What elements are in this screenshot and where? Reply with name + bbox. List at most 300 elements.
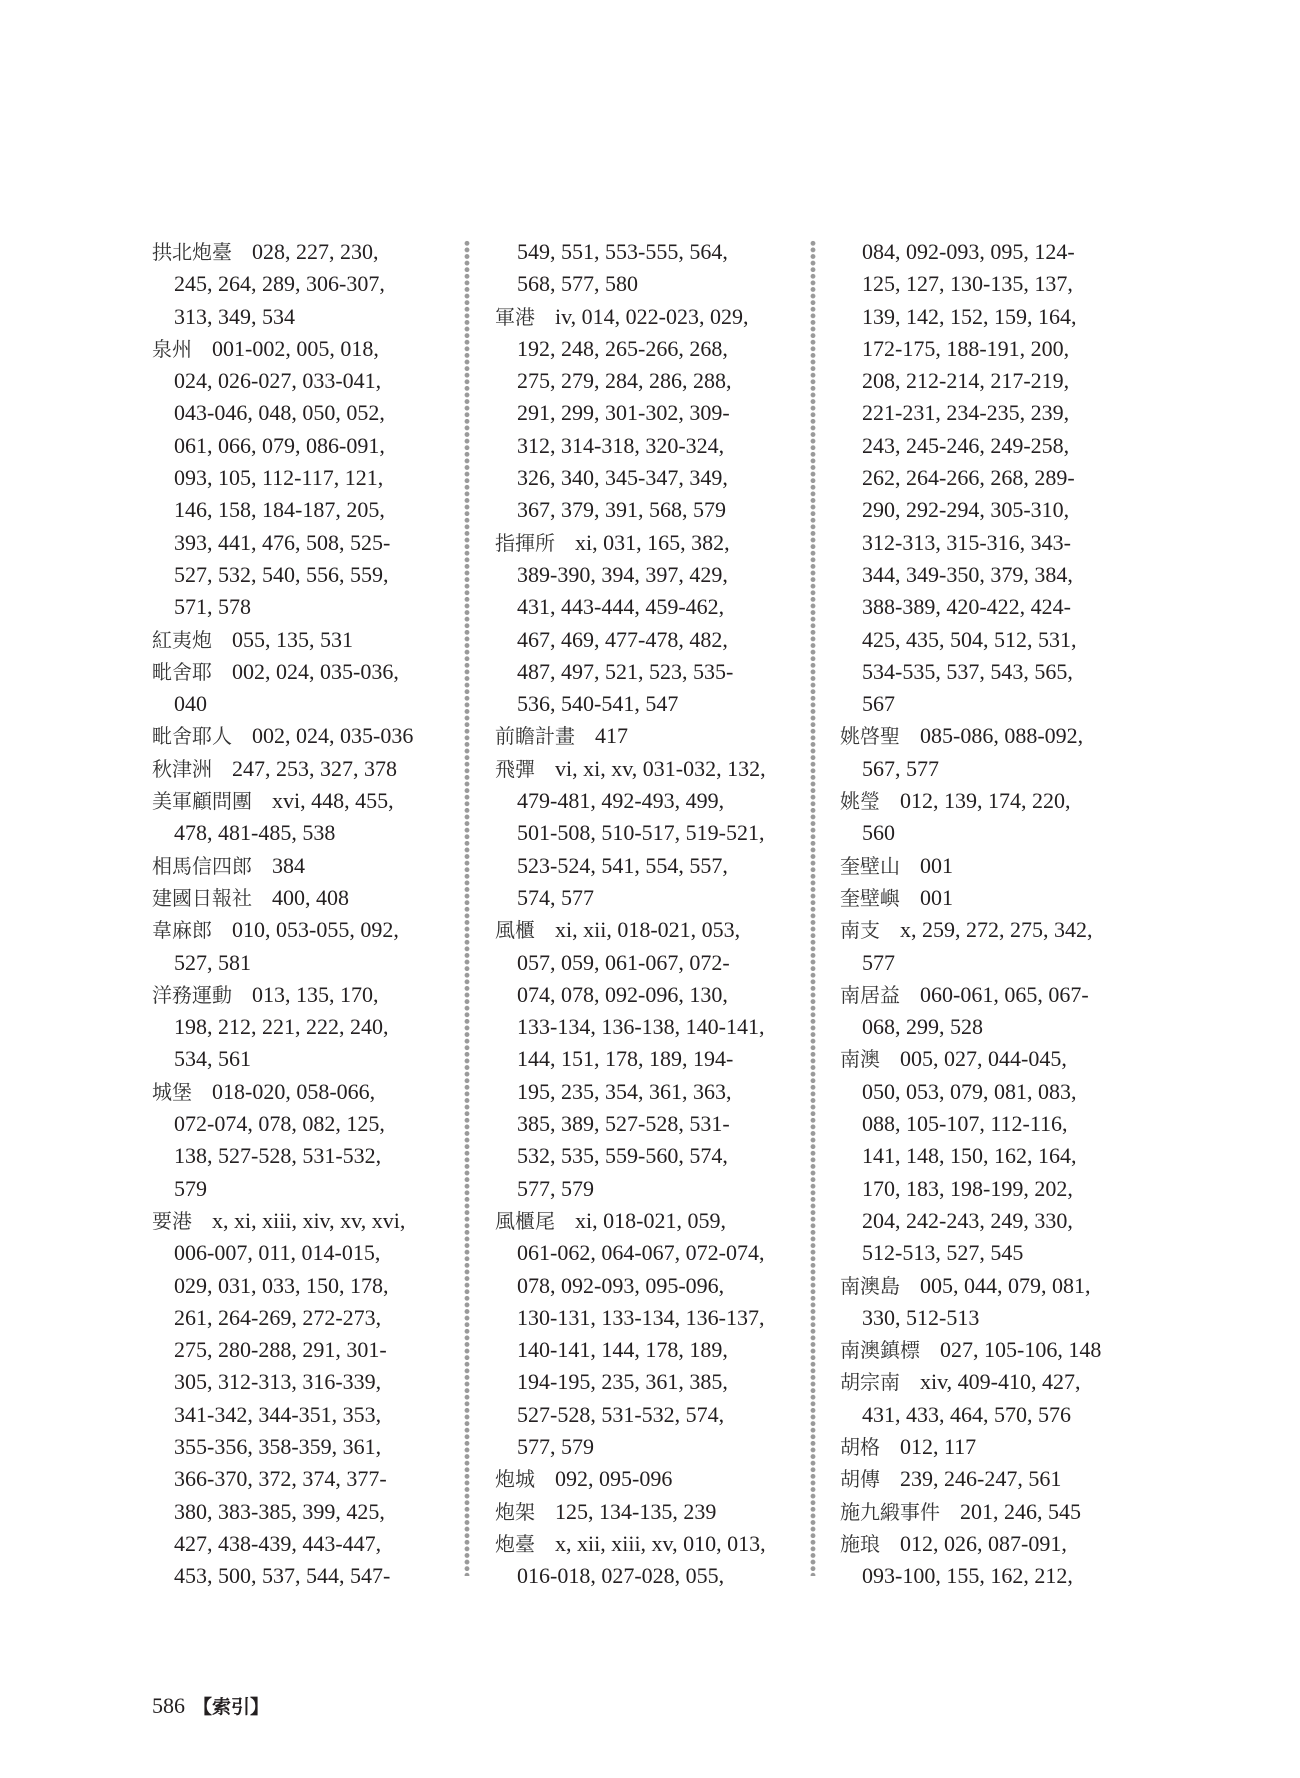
index-entry bbox=[840, 979, 1140, 1044]
page-references: 012, 026, 087-091, bbox=[900, 1530, 1067, 1556]
index-line bbox=[152, 527, 452, 559]
index-term: 姚瑩 bbox=[840, 789, 880, 814]
index-line bbox=[840, 494, 1140, 526]
page-references: 043-046, 048, 050, 052, bbox=[174, 400, 385, 426]
index-term: 姚啓聖 bbox=[840, 724, 900, 749]
index-entry bbox=[152, 720, 452, 752]
index-line bbox=[840, 1302, 1140, 1334]
index-term: 風櫃尾 bbox=[495, 1208, 555, 1233]
index-line bbox=[495, 1011, 795, 1043]
index-term: 毗舍耶人 bbox=[152, 724, 232, 749]
page-references: 393, 441, 476, 508, 525- bbox=[174, 529, 391, 555]
index-line bbox=[495, 947, 795, 979]
page-references: 577, 579 bbox=[517, 1433, 594, 1459]
index-line bbox=[495, 624, 795, 656]
index-column-1 bbox=[152, 236, 452, 1592]
index-line bbox=[495, 785, 795, 817]
index-line bbox=[495, 333, 795, 365]
index-line bbox=[840, 1399, 1140, 1431]
index-line bbox=[840, 1334, 1140, 1366]
index-line bbox=[495, 1108, 795, 1140]
index-term: 泉州 bbox=[152, 336, 192, 361]
page-references: 012, 117 bbox=[900, 1433, 977, 1459]
page-references: 018-020, 058-066, bbox=[212, 1078, 376, 1104]
page-references: 060-061, 065, 067- bbox=[920, 981, 1089, 1007]
page-references: 195, 235, 354, 361, 363, bbox=[517, 1078, 732, 1104]
index-entry bbox=[495, 914, 795, 1205]
page-references: 366-370, 372, 374, 377- bbox=[174, 1466, 387, 1492]
index-entry bbox=[152, 1205, 452, 1593]
index-term: 風櫃 bbox=[495, 918, 535, 943]
index-line bbox=[152, 494, 452, 526]
dotted-column-divider bbox=[464, 240, 470, 1576]
page-references: 093-100, 155, 162, 212, bbox=[862, 1563, 1073, 1589]
index-line bbox=[495, 365, 795, 397]
page-references: 560 bbox=[862, 820, 895, 846]
index-line bbox=[152, 236, 452, 268]
page-references: 425, 435, 504, 512, 531, bbox=[862, 626, 1077, 652]
section-label: 【索引】 bbox=[193, 1696, 270, 1718]
index-line bbox=[495, 1528, 795, 1560]
index-line bbox=[495, 462, 795, 494]
index-entry bbox=[840, 785, 1140, 850]
index-term: 美軍顧問團 bbox=[152, 789, 252, 814]
index-line bbox=[152, 1140, 452, 1172]
index-term: 城堡 bbox=[152, 1079, 192, 1104]
index-entry bbox=[840, 1270, 1140, 1335]
page-references: xvi, 448, 455, bbox=[272, 788, 394, 814]
page-references: 330, 512-513 bbox=[862, 1304, 980, 1330]
page-references: 467, 469, 477-478, 482, bbox=[517, 626, 728, 652]
index-line bbox=[840, 1108, 1140, 1140]
index-entry bbox=[152, 882, 452, 914]
page-references: 523-524, 541, 554, 557, bbox=[517, 852, 728, 878]
index-term: 施琅 bbox=[840, 1531, 880, 1556]
index-line bbox=[840, 1140, 1140, 1172]
page-references: 194-195, 235, 361, 385, bbox=[517, 1369, 728, 1395]
page-references: 577, 579 bbox=[517, 1175, 594, 1201]
index-line bbox=[840, 268, 1140, 300]
index-line bbox=[840, 1270, 1140, 1302]
page-references: 380, 383-385, 399, 425, bbox=[174, 1498, 385, 1524]
index-line bbox=[152, 1366, 452, 1398]
index-line bbox=[840, 591, 1140, 623]
page-references: 068, 299, 528 bbox=[862, 1014, 983, 1040]
index-line bbox=[495, 527, 795, 559]
page-references: 536, 540-541, 547 bbox=[517, 691, 679, 717]
page-references: iv, 014, 022-023, 029, bbox=[555, 303, 749, 329]
index-term: 相馬信四郎 bbox=[152, 853, 252, 878]
page-references: 341-342, 344-351, 353, bbox=[174, 1401, 382, 1427]
index-line bbox=[495, 656, 795, 688]
page-references: 057, 059, 061-067, 072- bbox=[517, 949, 730, 975]
index-entry bbox=[495, 527, 795, 721]
index-term: 南居益 bbox=[840, 982, 900, 1007]
page-references: 024, 026-027, 033-041, bbox=[174, 368, 382, 394]
index-line bbox=[495, 1237, 795, 1269]
index-entry bbox=[152, 979, 452, 1076]
index-line bbox=[495, 1334, 795, 1366]
index-line bbox=[152, 979, 452, 1011]
index-line bbox=[152, 1334, 452, 1366]
index-line bbox=[152, 1076, 452, 1108]
page-references: 567, 577 bbox=[862, 755, 939, 781]
index-line bbox=[495, 591, 795, 623]
page-references: 262, 264-266, 268, 289- bbox=[862, 465, 1075, 491]
page-references: 384 bbox=[272, 852, 305, 878]
page-references: 055, 135, 531 bbox=[232, 626, 353, 652]
index-line bbox=[840, 430, 1140, 462]
page-references: 078, 092-093, 095-096, bbox=[517, 1272, 725, 1298]
page-references: 139, 142, 152, 159, 164, bbox=[862, 303, 1077, 329]
page-references: 085-086, 088-092, bbox=[920, 723, 1084, 749]
index-entry bbox=[152, 785, 452, 850]
page-references: 453, 500, 537, 544, 547- bbox=[174, 1563, 391, 1589]
index-line bbox=[152, 1270, 452, 1302]
index-term: 炮架 bbox=[495, 1499, 535, 1524]
index-line bbox=[840, 365, 1140, 397]
index-line bbox=[840, 1560, 1140, 1592]
page-references: 146, 158, 184-187, 205, bbox=[174, 497, 385, 523]
index-term: 拱北炮臺 bbox=[152, 240, 232, 264]
index-line bbox=[152, 559, 452, 591]
page-references: 247, 253, 327, 378 bbox=[232, 755, 397, 781]
index-line bbox=[840, 720, 1140, 752]
page-references: 192, 248, 265-266, 268, bbox=[517, 335, 728, 361]
page-references: x, xi, xiii, xiv, xv, xvi, bbox=[212, 1207, 406, 1233]
index-entry bbox=[840, 1496, 1140, 1528]
index-line bbox=[840, 1011, 1140, 1043]
index-entry bbox=[495, 720, 795, 752]
index-line bbox=[495, 1043, 795, 1075]
index-line bbox=[840, 1366, 1140, 1398]
index-line bbox=[495, 817, 795, 849]
index-line bbox=[495, 979, 795, 1011]
index-entry bbox=[495, 301, 795, 527]
page-references: 243, 245-246, 249-258, bbox=[862, 432, 1070, 458]
page-references: 010, 053-055, 092, bbox=[232, 917, 399, 943]
page-references: 313, 349, 534 bbox=[174, 303, 295, 329]
page-number: 586 bbox=[152, 1693, 185, 1718]
index-line bbox=[495, 753, 795, 785]
page-references: 125, 127, 130-135, 137, bbox=[862, 271, 1073, 297]
index-line bbox=[152, 753, 452, 785]
page-references: xi, xii, 018-021, 053, bbox=[555, 917, 741, 943]
index-line bbox=[495, 236, 795, 268]
index-line bbox=[495, 430, 795, 462]
page-references: 141, 148, 150, 162, 164, bbox=[862, 1143, 1077, 1169]
page-references: 417 bbox=[595, 723, 628, 749]
index-line bbox=[840, 1173, 1140, 1205]
index-line bbox=[840, 1431, 1140, 1463]
page-references: 061-062, 064-067, 072-074, bbox=[517, 1240, 765, 1266]
index-entry bbox=[152, 656, 452, 721]
page-references: 002, 024, 035-036, bbox=[232, 658, 399, 684]
index-line bbox=[152, 1560, 452, 1592]
page-footer bbox=[152, 1692, 269, 1719]
index-line bbox=[152, 914, 452, 946]
index-entry bbox=[840, 1366, 1140, 1431]
index-term: 韋麻郎 bbox=[152, 918, 212, 943]
index-line bbox=[840, 1528, 1140, 1560]
index-line bbox=[152, 1528, 452, 1560]
index-line bbox=[152, 850, 452, 882]
index-entry bbox=[152, 753, 452, 785]
index-term: 紅夷炮 bbox=[152, 627, 212, 652]
page-references: 028, 227, 230, bbox=[252, 239, 379, 264]
index-line bbox=[495, 1366, 795, 1398]
page-references: 367, 379, 391, 568, 579 bbox=[517, 497, 726, 523]
index-line bbox=[495, 1173, 795, 1205]
index-line bbox=[152, 785, 452, 817]
index-term: 南澳鎮標 bbox=[840, 1338, 920, 1363]
index-term: 胡宗南 bbox=[840, 1370, 900, 1395]
index-term: 施九緞事件 bbox=[840, 1499, 940, 1524]
index-entry bbox=[840, 720, 1140, 785]
index-line bbox=[152, 624, 452, 656]
index-line bbox=[495, 1302, 795, 1334]
page-references: 479-481, 492-493, 499, bbox=[517, 788, 725, 814]
index-entry bbox=[495, 753, 795, 914]
page-references: 208, 212-214, 217-219, bbox=[862, 368, 1070, 394]
page-references: xi, 018-021, 059, bbox=[575, 1207, 726, 1233]
page-references: 291, 299, 301-302, 309- bbox=[517, 400, 730, 426]
index-line bbox=[152, 301, 452, 333]
page-references: 001 bbox=[920, 852, 953, 878]
page-references: 534-535, 537, 543, 565, bbox=[862, 658, 1073, 684]
page-references: 093, 105, 112-117, 121, bbox=[174, 465, 384, 491]
index-line bbox=[152, 430, 452, 462]
index-line bbox=[840, 785, 1140, 817]
index-line bbox=[152, 1011, 452, 1043]
index-entry bbox=[152, 333, 452, 624]
page-references: x, xii, xiii, xv, 010, 013, bbox=[555, 1530, 766, 1556]
index-entry bbox=[840, 236, 1140, 720]
page-references: 029, 031, 033, 150, 178, bbox=[174, 1272, 389, 1298]
index-entry bbox=[495, 1496, 795, 1528]
page-references: 568, 577, 580 bbox=[517, 271, 638, 297]
index-column-3 bbox=[840, 236, 1140, 1592]
page-references: 326, 340, 345-347, 349, bbox=[517, 465, 728, 491]
page-references: 574, 577 bbox=[517, 884, 594, 910]
index-entry bbox=[840, 914, 1140, 979]
index-line bbox=[152, 1108, 452, 1140]
index-term: 胡傳 bbox=[840, 1467, 880, 1492]
page-references: xi, 031, 165, 382, bbox=[575, 529, 730, 555]
index-line bbox=[495, 1399, 795, 1431]
page-references: 040 bbox=[174, 691, 207, 717]
index-line bbox=[495, 268, 795, 300]
page-references: 431, 443-444, 459-462, bbox=[517, 594, 725, 620]
index-line bbox=[152, 1043, 452, 1075]
index-line bbox=[840, 979, 1140, 1011]
page-references: 172-175, 188-191, 200, bbox=[862, 335, 1070, 361]
page-references: 084, 092-093, 095, 124- bbox=[862, 239, 1075, 264]
index-entry bbox=[152, 624, 452, 656]
index-line bbox=[840, 1496, 1140, 1528]
page-references: 061, 066, 079, 086-091, bbox=[174, 432, 385, 458]
page-references: 138, 527-528, 531-532, bbox=[174, 1143, 382, 1169]
index-line bbox=[840, 236, 1140, 268]
page-references: 092, 095-096 bbox=[555, 1466, 673, 1492]
index-entry bbox=[152, 914, 452, 979]
page-references: 385, 389, 527-528, 531- bbox=[517, 1111, 730, 1137]
index-line bbox=[840, 1043, 1140, 1075]
index-line bbox=[495, 559, 795, 591]
page-references: 074, 078, 092-096, 130, bbox=[517, 981, 728, 1007]
index-term: 奎壁山 bbox=[840, 853, 900, 878]
page-references: 005, 044, 079, 081, bbox=[920, 1272, 1091, 1298]
page-references: 501-508, 510-517, 519-521, bbox=[517, 820, 765, 846]
page-references: 312-313, 315-316, 343- bbox=[862, 529, 1071, 555]
index-line bbox=[840, 1076, 1140, 1108]
index-line bbox=[152, 1399, 452, 1431]
page-references: 013, 135, 170, bbox=[252, 981, 379, 1007]
page-references: 431, 433, 464, 570, 576 bbox=[862, 1401, 1071, 1427]
index-term: 前瞻計畫 bbox=[495, 724, 575, 749]
page-references: 512-513, 527, 545 bbox=[862, 1240, 1024, 1266]
index-term: 洋務運動 bbox=[152, 982, 232, 1007]
index-entry bbox=[495, 1463, 795, 1495]
index-line bbox=[495, 882, 795, 914]
page-references: 567 bbox=[862, 691, 895, 717]
page-references: 478, 481-485, 538 bbox=[174, 820, 336, 846]
page-references: xiv, 409-410, 427, bbox=[920, 1369, 1081, 1395]
index-term: 建國日報社 bbox=[152, 885, 252, 910]
page-references: 389-390, 394, 397, 429, bbox=[517, 561, 728, 587]
index-line bbox=[840, 817, 1140, 849]
index-line bbox=[840, 333, 1140, 365]
page-references: 571, 578 bbox=[174, 594, 251, 620]
index-term: 南澳島 bbox=[840, 1273, 900, 1298]
index-line bbox=[152, 688, 452, 720]
index-entry bbox=[495, 1205, 795, 1463]
index-term: 奎壁嶼 bbox=[840, 885, 900, 910]
index-line bbox=[152, 1463, 452, 1495]
index-term: 毗舍耶 bbox=[152, 659, 212, 684]
index-line bbox=[152, 462, 452, 494]
page-references: 487, 497, 521, 523, 535- bbox=[517, 658, 734, 684]
page-references: 400, 408 bbox=[272, 884, 349, 910]
index-line bbox=[495, 688, 795, 720]
page-references: 072-074, 078, 082, 125, bbox=[174, 1111, 385, 1137]
page-references: 261, 264-269, 272-273, bbox=[174, 1304, 382, 1330]
index-line bbox=[495, 850, 795, 882]
index-line bbox=[840, 1463, 1140, 1495]
index-line bbox=[495, 914, 795, 946]
index-term: 南支 bbox=[840, 918, 880, 943]
index-line bbox=[840, 882, 1140, 914]
index-line bbox=[840, 688, 1140, 720]
index-line bbox=[840, 301, 1140, 333]
page-references: 002, 024, 035-036 bbox=[252, 723, 414, 749]
index-line bbox=[495, 1270, 795, 1302]
page-references: 355-356, 358-359, 361, bbox=[174, 1433, 382, 1459]
page-references: 239, 246-247, 561 bbox=[900, 1466, 1062, 1492]
index-term: 炮城 bbox=[495, 1467, 535, 1492]
index-term: 要港 bbox=[152, 1208, 192, 1233]
index-entry bbox=[840, 1043, 1140, 1269]
index-line bbox=[152, 397, 452, 429]
index-entry bbox=[152, 236, 452, 333]
page-references: 427, 438-439, 443-447, bbox=[174, 1530, 382, 1556]
page-references: 344, 349-350, 379, 384, bbox=[862, 561, 1073, 587]
index-line bbox=[495, 1431, 795, 1463]
page-references: 275, 279, 284, 286, 288, bbox=[517, 368, 732, 394]
index-term: 秋津洲 bbox=[152, 756, 212, 781]
page-references: 290, 292-294, 305-310, bbox=[862, 497, 1070, 523]
page-references: 532, 535, 559-560, 574, bbox=[517, 1143, 728, 1169]
index-line bbox=[152, 1237, 452, 1269]
index-line bbox=[152, 1173, 452, 1205]
index-line bbox=[840, 397, 1140, 429]
page-references: 527-528, 531-532, 574, bbox=[517, 1401, 725, 1427]
page-references: 016-018, 027-028, 055, bbox=[517, 1563, 725, 1589]
index-line bbox=[495, 494, 795, 526]
page-references: 388-389, 420-422, 424- bbox=[862, 594, 1071, 620]
index-line bbox=[152, 591, 452, 623]
index-line bbox=[840, 947, 1140, 979]
index-line bbox=[152, 817, 452, 849]
page-references: 221-231, 234-235, 239, bbox=[862, 400, 1070, 426]
index-line bbox=[495, 1076, 795, 1108]
page-references: 170, 183, 198-199, 202, bbox=[862, 1175, 1073, 1201]
index-line bbox=[152, 882, 452, 914]
page-references: 534, 561 bbox=[174, 1046, 251, 1072]
index-line bbox=[840, 462, 1140, 494]
index-line bbox=[152, 656, 452, 688]
page-references: 140-141, 144, 178, 189, bbox=[517, 1337, 728, 1363]
index-line bbox=[152, 365, 452, 397]
page-references: 198, 212, 221, 222, 240, bbox=[174, 1014, 389, 1040]
index-line bbox=[840, 1237, 1140, 1269]
index-entry bbox=[840, 1431, 1140, 1463]
index-line bbox=[840, 624, 1140, 656]
page-references: 144, 151, 178, 189, 194- bbox=[517, 1046, 734, 1072]
index-line bbox=[495, 397, 795, 429]
index-column-2 bbox=[495, 236, 795, 1592]
page-references: 006-007, 011, 014-015, bbox=[174, 1240, 381, 1266]
index-line bbox=[152, 1302, 452, 1334]
page-references: x, 259, 272, 275, 342, bbox=[900, 917, 1093, 943]
index-line bbox=[495, 1496, 795, 1528]
index-line bbox=[495, 1463, 795, 1495]
index-entry bbox=[495, 236, 795, 301]
page-references: 130-131, 133-134, 136-137, bbox=[517, 1304, 765, 1330]
page-references: 549, 551, 553-555, 564, bbox=[517, 239, 728, 264]
index-term: 指揮所 bbox=[495, 530, 555, 555]
index-line bbox=[152, 268, 452, 300]
page-references: 088, 105-107, 112-116, bbox=[862, 1111, 1068, 1137]
index-entry bbox=[840, 1334, 1140, 1366]
index-entry bbox=[152, 1076, 452, 1205]
page-references: 012, 139, 174, 220, bbox=[900, 788, 1071, 814]
page-references: 125, 134-135, 239 bbox=[555, 1498, 717, 1524]
index-line bbox=[152, 1205, 452, 1237]
page-references: 275, 280-288, 291, 301- bbox=[174, 1337, 387, 1363]
page-references: 005, 027, 044-045, bbox=[900, 1046, 1067, 1072]
index-entry bbox=[840, 1463, 1140, 1495]
index-line bbox=[495, 1140, 795, 1172]
index-entry bbox=[495, 1528, 795, 1593]
index-line bbox=[495, 1560, 795, 1592]
index-term: 胡格 bbox=[840, 1434, 880, 1459]
index-entry bbox=[840, 850, 1140, 882]
index-term: 飛彈 bbox=[495, 756, 535, 781]
index-line bbox=[840, 753, 1140, 785]
index-term: 炮臺 bbox=[495, 1531, 535, 1556]
index-line bbox=[840, 527, 1140, 559]
